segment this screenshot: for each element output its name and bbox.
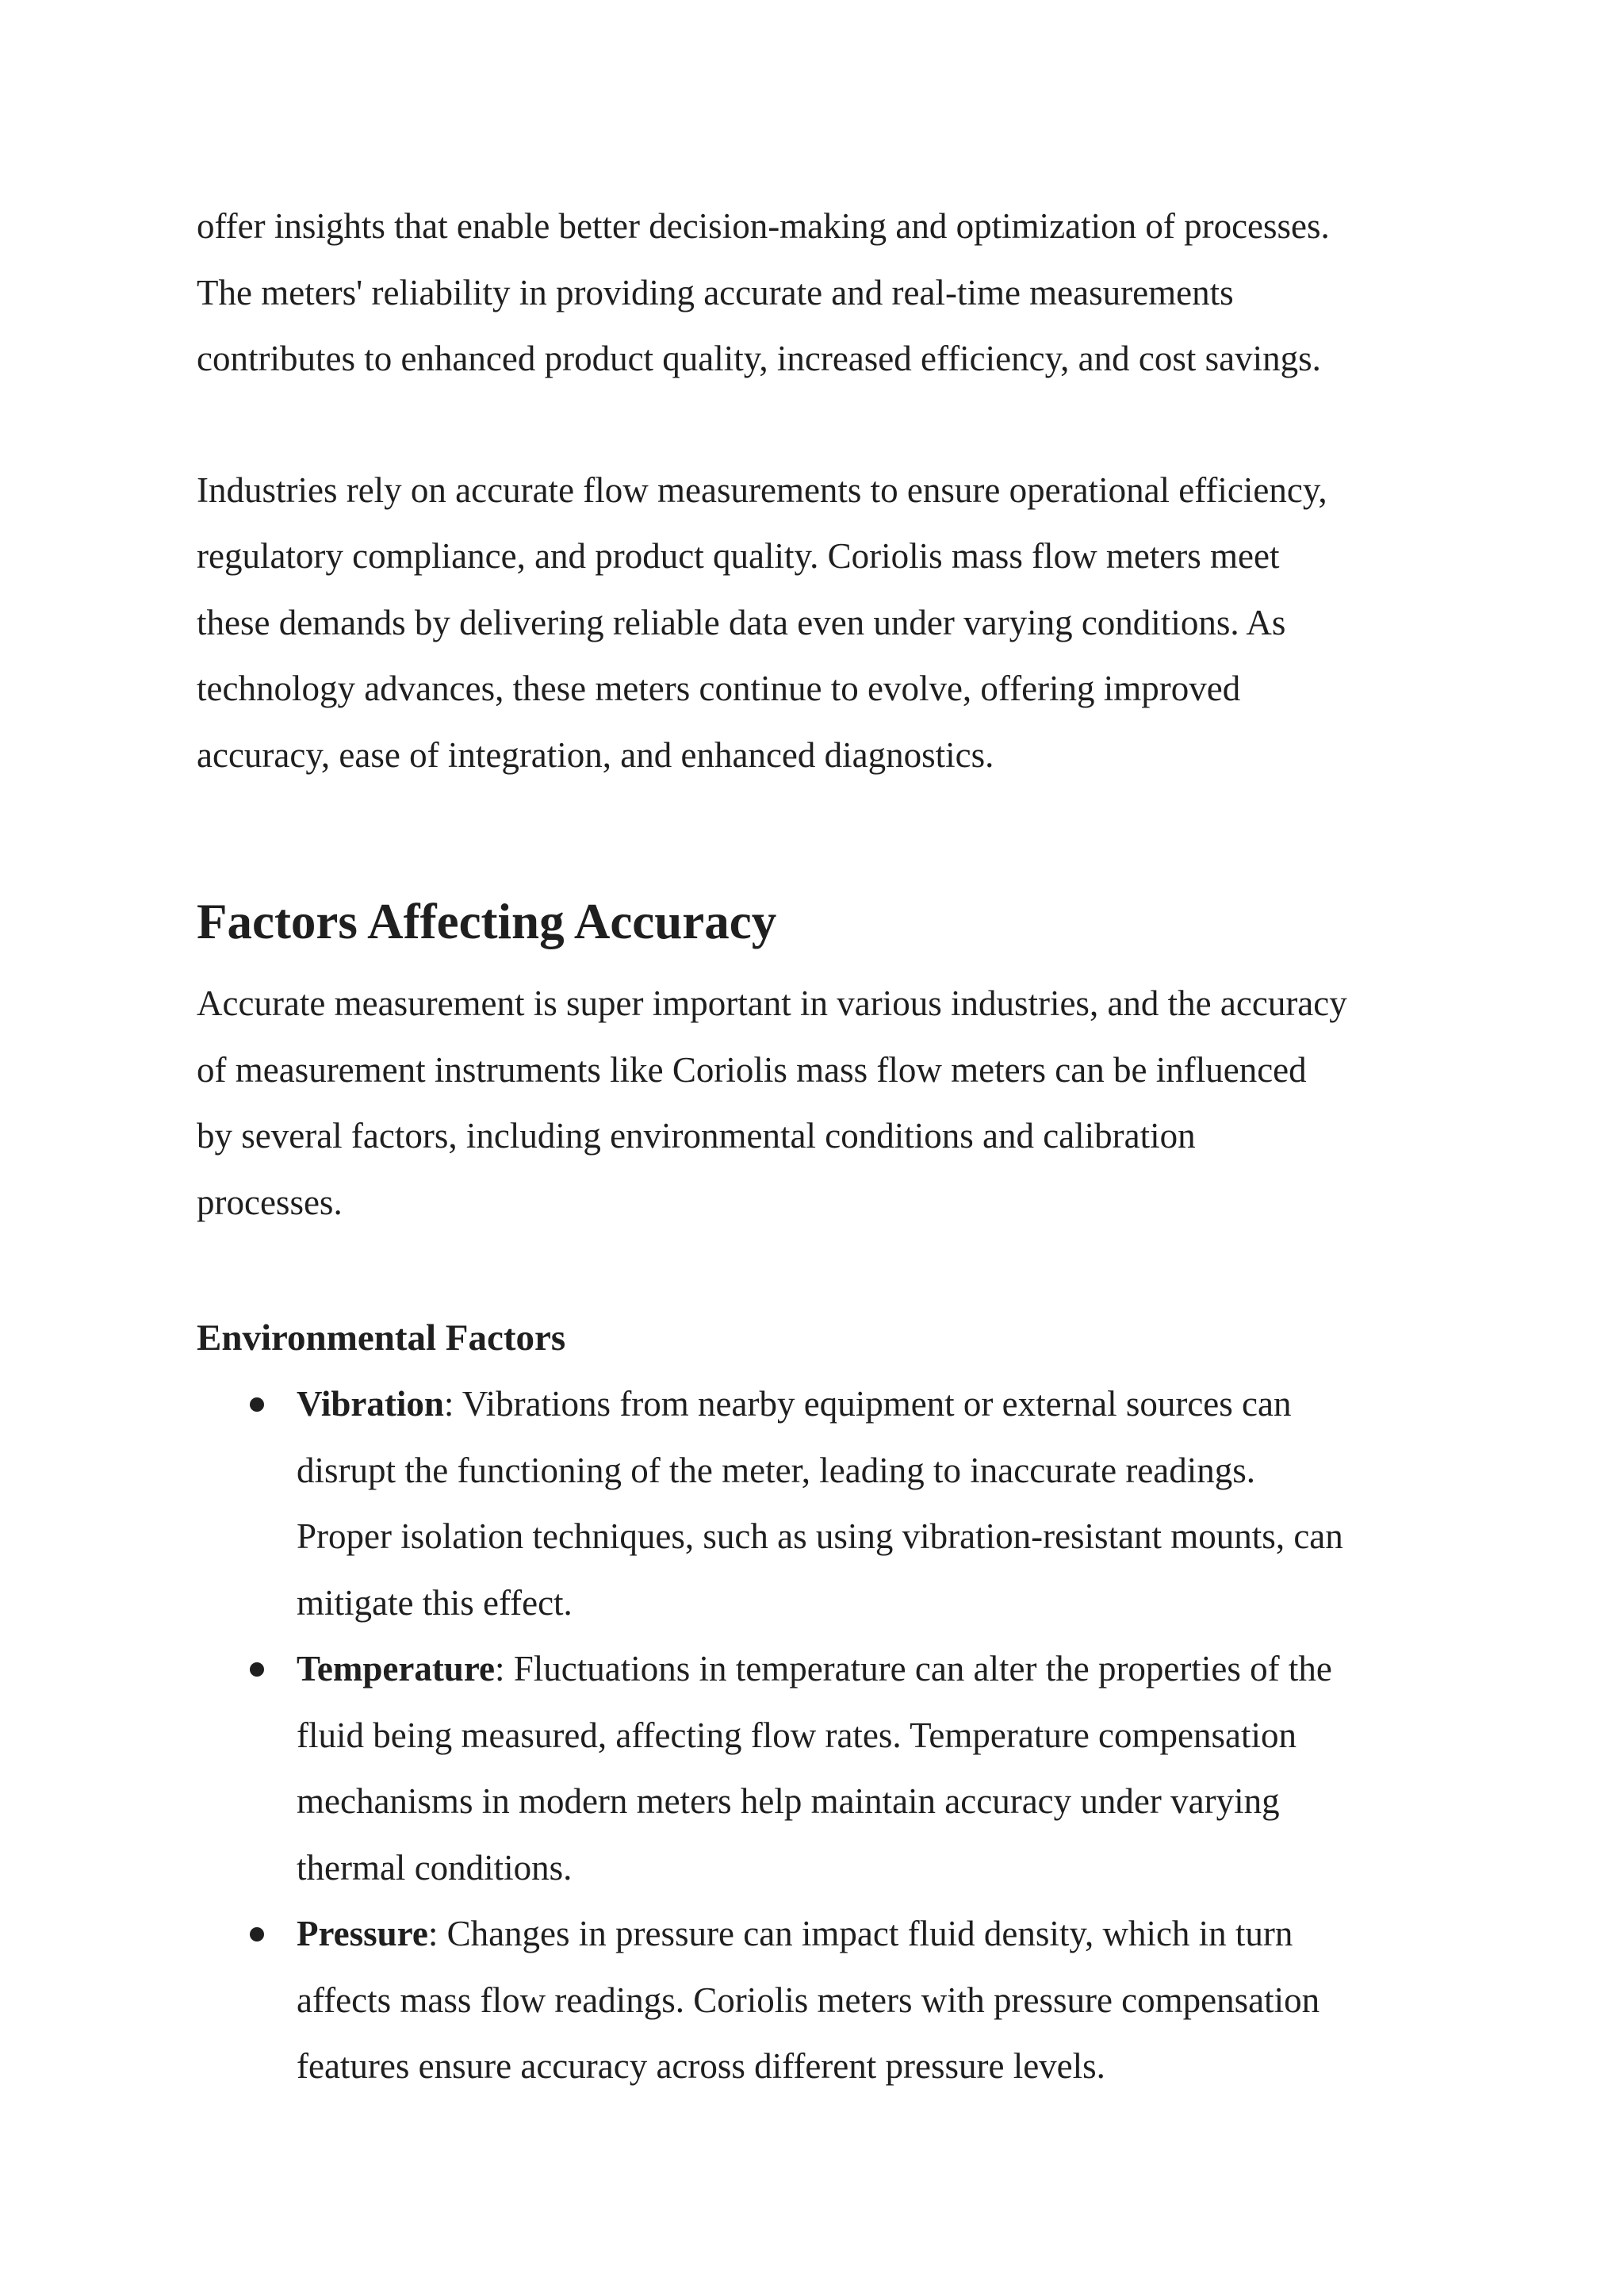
paragraph-accurate-measurement — [197, 971, 1450, 1236]
paragraph-line: technology advances, these meters continue to evolve, offering improved — [197, 669, 1241, 708]
page-content — [197, 194, 1450, 2100]
bullet-line: thermal conditions. — [297, 1847, 573, 1888]
list-item-temperature — [197, 1636, 1450, 1901]
bullet-line: disrupt the functioning of the meter, leading to inaccurate readings. — [297, 1450, 1256, 1490]
environmental-factors-list — [197, 1371, 1450, 2100]
bullet-line: affects mass flow readings. Coriolis meters with pressure compensation — [297, 1980, 1320, 2020]
paragraph-line: regulatory compliance, and product quality. Coriolis mass flow meters meet — [197, 536, 1280, 576]
bullet-icon — [250, 1927, 264, 1941]
bullet-term: Pressure — [297, 1914, 428, 1953]
bullet-term: Vibration — [297, 1384, 444, 1424]
bullet-icon — [250, 1397, 264, 1412]
bullet-line: features ensure accuracy across different pressure levels. — [297, 2046, 1105, 2086]
paragraph-line: accuracy, ease of integration, and enhanced diagnostics. — [197, 734, 994, 775]
list-item-vibration — [197, 1371, 1450, 1636]
paragraph-line: these demands by delivering reliable data even under varying conditions. As — [197, 602, 1286, 642]
paragraph-line: Accurate measurement is super important in various industries, and the accuracy — [197, 983, 1347, 1023]
list-item-pressure — [197, 1901, 1450, 2100]
paragraph-industries — [197, 458, 1450, 789]
paragraph-line: offer insights that enable better decision-making and optimization of processes. — [197, 206, 1330, 246]
bullet-first-line — [297, 1371, 1450, 1438]
bullet-line: Proper isolation techniques, such as using vibration-resistant mounts, can — [297, 1516, 1343, 1556]
bullet-first-line-text: : Vibrations from nearby equipment or external sources can — [443, 1384, 1292, 1424]
paragraph-line: processes. — [197, 1182, 343, 1222]
paragraph-line: of measurement instruments like Coriolis mass flow meters can be influenced — [197, 1049, 1307, 1090]
bullet-term: Temperature — [297, 1649, 495, 1688]
bullet-icon — [250, 1662, 264, 1677]
bullet-line: mitigate this effect. — [297, 1582, 573, 1623]
paragraph-insights — [197, 194, 1450, 393]
subsection-heading: Environmental Factors — [197, 1317, 566, 1359]
section-heading: Factors Affecting Accuracy — [197, 894, 777, 949]
paragraph-line: Industries rely on accurate flow measurements to ensure operational efficiency, — [197, 470, 1327, 510]
bullet-line: mechanisms in modern meters help maintain accuracy under varying — [297, 1781, 1280, 1821]
paragraph-line: The meters' reliability in providing accurate and real-time measurements — [197, 272, 1234, 312]
bullet-first-line-text: : Changes in pressure can impact fluid density, which in turn — [427, 1914, 1293, 1953]
bullet-first-line — [297, 1901, 1450, 1968]
bullet-first-line — [297, 1636, 1450, 1703]
bullet-first-line-text: : Fluctuations in temperature can alter the properties of the — [494, 1649, 1332, 1688]
paragraph-line: by several factors, including environmental conditions and calibration — [197, 1116, 1196, 1156]
bullet-line: fluid being measured, affecting flow rates. Temperature compensation — [297, 1715, 1297, 1755]
paragraph-line: contributes to enhanced product quality, increased efficiency, and cost savings. — [197, 339, 1321, 378]
